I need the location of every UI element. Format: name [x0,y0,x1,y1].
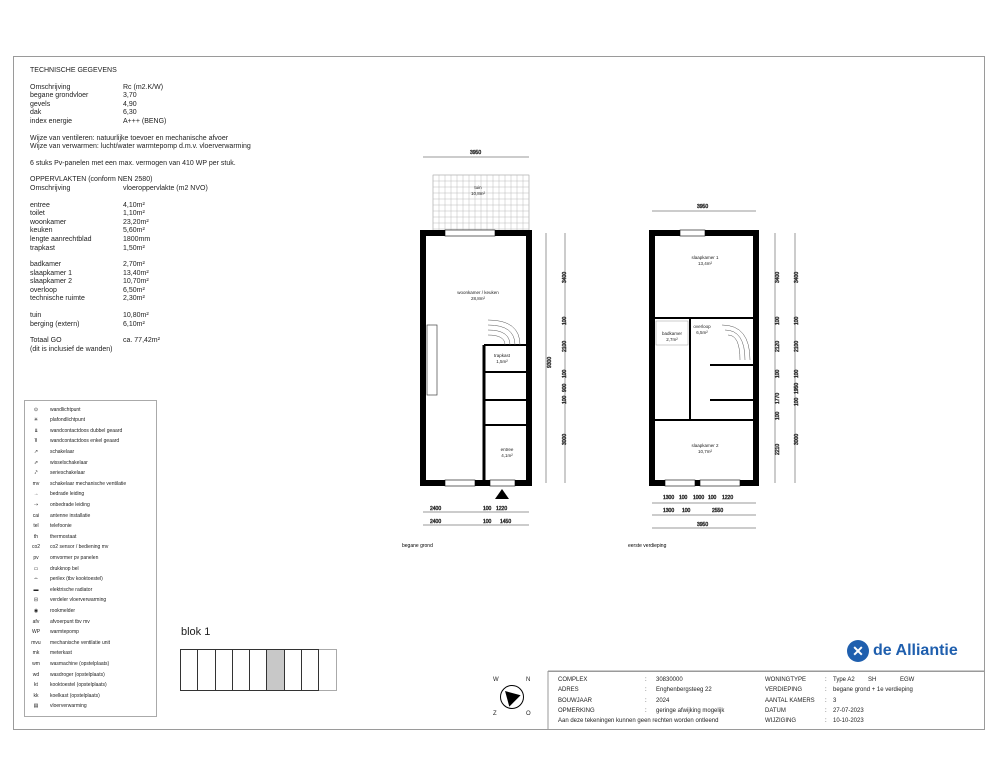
legend-item [25,437,119,446]
verdieping-label: VERDIEPING [765,687,803,693]
kamers-label: AANTAL KAMERS [765,698,815,704]
woningtype-egw: EGW [900,677,915,683]
legend-symbol-icon: ▬ [33,586,39,593]
room-slaapkamer1-area: 13,4m² [697,261,713,266]
first-side-dim2: 100 [794,369,800,378]
first-total-dim: 3950 [697,522,709,528]
first-side-dim: 100 [775,369,781,378]
blok-unit [180,649,198,691]
first-dim: 100 [682,508,691,514]
legend-label: bedrade leiding [50,491,85,498]
legend-label: onbedrade leiding [50,501,90,508]
legend-label: serieschakelaar [50,470,86,477]
disclaimer: Aan deze tekeningen kunnen geen rechten worden ontleend [558,718,719,724]
legend-label: koelkast (opstelplaats) [50,692,100,699]
legend-label: vloerverwarming [50,703,87,710]
legend-symbol-icon: ⊙ [33,406,39,413]
ground-total-dim: 9300 [547,356,553,368]
legend-symbol-icon: co2 [31,544,41,551]
legend-item [25,405,81,414]
brand-logo [847,640,958,662]
legend-label: co2 sensor / bediening mv [50,544,109,551]
legend-symbol-icon: ⫫ [34,427,38,434]
legend-label: kooktoestel (opstelplaats) [50,682,107,689]
room-badkamer: badkamer [661,331,683,336]
compass-n: N [526,677,531,683]
legend-label: rookmelder [50,607,76,614]
wijziging-label: WIJZIGING [765,718,796,724]
areas-title: OPPERVLAKTEN (conform NEN 2580) [30,176,153,184]
legend-label: meterkast [50,650,72,657]
legend-item [25,511,90,520]
legend-item [25,479,126,488]
blok-diagram [181,649,319,691]
alliantie-logo-icon: ✕ [847,640,869,662]
first-side-dim2: 1950 [794,382,800,394]
ground-side-dim: 3400 [562,271,568,283]
rc-row: gevels 4,90 [30,100,137,108]
compass-o: O [526,711,531,717]
legend-label: wasmachine (opstelplaats) [50,660,110,667]
room-woonkamer: woonkamer / keuken [457,290,499,295]
first-side-dim2: 3000 [794,433,800,445]
legend-item [25,702,87,711]
room-woonkamer-area: 28,8m² [470,296,486,301]
room-tuin: tuin [474,185,482,190]
legend-label: verdeler vloerverwarming [50,597,107,604]
ground-side-dim: 900 [562,383,568,392]
rc-row: dak 6,30 [30,109,137,117]
datum-value: 27-07-2023 [833,708,864,714]
first-dim: 100 [679,495,688,501]
area-row: technische ruimte 2,30m² [30,295,145,303]
legend-item [25,532,76,541]
compass-w: W [493,677,499,683]
ground-side-dim: 100 [562,395,568,404]
first-dim: 1220 [722,495,734,501]
area-row: lengte aanrechtblad 1800mm [30,235,151,243]
bouwjaar-label: BOUWJAAR [558,698,593,704]
legend-item [25,490,84,499]
legend-label: thermostaat [50,533,77,540]
legend-item [25,426,122,435]
room-slaapkamer2-area: 10,7m² [697,449,713,454]
legend-label: wandlichtpunt [50,406,81,413]
first-side-dim2: 100 [794,397,800,406]
blok-title: blok 1 [181,626,211,638]
legend-symbol-icon: ⩪ [33,576,39,583]
ground-side-dim: 3000 [562,433,568,445]
first-side-dim2: 2100 [794,340,800,352]
title-block: COMPLEX : 30830000 ADRES : Enghenbergsteeg 22 BOUWJAAR : 2024 OPMERKING : geringe afwijking mogelijk Aan deze tekeningen kunnen geen rechten worden ontleend WONINGTYPE : Type A2 SH EGW VERDIEPING : begane grond + 1e verdieping AANTAL KAMERS : 3 DATUM : 27-07-2023 WIJZIGING : 10-10-2023 [548,671,985,731]
room-trapkast: trapkast [493,353,511,358]
legend-label: afvoerpunt tbv mv [50,618,90,625]
blok-unit-selected [266,649,284,691]
legend-symbol-icon: ▭ [33,565,39,572]
legend-label: wasdroger (opstelplaats) [50,671,105,678]
first-side-dim: 100 [775,316,781,325]
ground-dim: 2400 [430,506,442,512]
symbol-legend [24,400,157,717]
legend-label: schakelaar [50,448,75,455]
datum-label: DATUM [765,708,786,714]
legend-item [25,649,72,658]
total-note: (dit is inclusief de wanden) [30,345,113,353]
legend-item [25,500,90,509]
adres-label: ADRES [558,687,579,693]
first-floor-label: eerste verdieping [628,543,667,549]
legend-label: schakelaar mechanische ventilatie [50,480,127,487]
legend-symbol-icon: wm [32,660,40,667]
room-overloop: overloop [693,324,711,329]
ground-dim: 1450 [500,519,512,525]
first-side-dim: 2210 [775,443,781,455]
legend-item [25,564,79,573]
legend-symbol-icon: mk [32,650,40,657]
area-row: woonkamer 23,20m² [30,218,149,226]
legend-symbol-icon: tel [33,523,39,530]
room-badkamer-area: 2,7m² [666,337,678,342]
legend-symbol-icon: ⇗ [33,459,39,466]
area-row: badkamer 2,70m² [30,261,145,269]
first-side-dim: 1770 [775,392,781,404]
area-row: berging (extern) 6,10m² [30,320,145,328]
opmerking-label: OPMERKING [558,708,595,714]
area-row: entree 4,10m² [30,201,145,209]
first-dim: 1300 [663,508,675,514]
ventilation-text: Wijze van ventileren: natuurlijke toevoer en mechanische afvoer [30,134,229,142]
legend-symbol-icon: ✳ [33,417,39,424]
legend-symbol-icon: th [33,533,39,540]
area-row: slaapkamer 2 10,70m² [30,278,149,286]
brand-name: de Alliantie [873,642,958,659]
rc-header: Omschrijving Rc (m2.K/W) [30,83,164,91]
legend-symbol-icon: kk [33,692,39,699]
legend-item [25,553,98,562]
legend-symbol-icon: ⫪ [34,438,38,445]
blok-unit [301,649,319,691]
blok-unit [215,649,233,691]
legend-item [25,469,85,478]
legend-label: warmtepomp [50,629,79,636]
first-dim: 1300 [663,495,675,501]
ground-dim: 100 [483,506,492,512]
compass [490,677,530,717]
legend-item [25,681,107,690]
legend-item [25,606,75,615]
blok-unit [284,649,302,691]
complex-label: COMPLEX [558,677,588,683]
legend-label: elektrische radiator [50,586,93,593]
first-side-dim2: 100 [794,316,800,325]
tech-title: TECHNISCHE GEGEVENS [30,67,117,74]
room-slaapkamer1: slaapkamer 1 [691,255,719,260]
ground-dim: 1220 [496,506,508,512]
ground-side-dim: 100 [562,316,568,325]
legend-symbol-icon: ▤ [33,703,39,710]
ground-top-dim: 3950 [470,150,482,156]
ground-dim: 100 [483,519,492,525]
ground-floor-label: begane grond [402,543,433,549]
legend-item [25,628,79,637]
first-dim: 1000 [693,495,705,501]
legend-item [25,458,88,467]
legend-label: telefoonie [50,523,72,530]
legend-symbol-icon: ⊟ [33,597,39,604]
blok-unit [197,649,215,691]
heating-text: Wijze van verwarmen: lucht/water warmtepomp d.m.v. vloerverwarming [30,143,251,151]
legend-label: drukknop bel [50,565,79,572]
room-tuin-area: 10,8m² [470,191,486,196]
blok-unit [249,649,267,691]
legend-symbol-icon: ◉ [33,607,39,614]
area-row: slaapkamer 1 13,40m² [30,269,149,277]
opmerking-value: geringe afwijking mogelijk [656,708,725,714]
legend-label: omvormer pv panelen [50,554,99,561]
ground-dim: 2400 [430,519,442,525]
legend-symbol-icon: ⤤ [34,470,38,477]
legend-symbol-icon: mvu [31,639,41,646]
legend-symbol-icon: → [33,491,39,498]
kamers-value: 3 [833,698,837,704]
legend-symbol-icon: cai [32,512,40,519]
legend-item [25,670,105,679]
first-side-dim: 3400 [775,271,781,283]
ground-side-dim: 100 [562,369,568,378]
legend-item [25,617,90,626]
pv-text: 6 stuks Pv-panelen met een max. vermogen van 410 WP per stuk. [30,159,236,167]
adres-value: Enghenbergsteeg 22 [656,687,712,693]
verdieping-value: begane grond + 1e verdieping [833,687,913,693]
area-row: keuken 5,60m² [30,227,145,235]
legend-symbol-icon: pv [33,554,39,561]
legend-label: mechanische ventilatie unit [50,639,111,646]
legend-symbol-icon: afv [32,618,40,625]
legend-label: wandcontactdoos enkel geaard [50,438,120,445]
legend-label: wisselschakelaar [50,459,88,466]
legend-symbol-icon: ↗ [33,448,39,455]
first-dim: 100 [708,495,717,501]
woningtype-value: Type A2 [833,677,855,683]
legend-symbol-icon: ⇢ [33,501,39,508]
legend-item [25,543,108,552]
bouwjaar-value: 2024 [656,698,670,704]
area-row: trapkast 1,50m² [30,244,145,252]
legend-item [25,416,85,425]
legend-label: wandcontactdoos dubbel geaard [50,427,123,434]
legend-item [25,522,72,531]
legend-item [25,691,100,700]
legend-item [25,638,110,647]
legend-symbol-icon: wd [32,671,40,678]
area-row: tuin 10,80m² [30,312,149,320]
woningtype-label: WONINGTYPE [765,677,807,683]
area-row: toilet 1,10m² [30,210,145,218]
complex-value: 30830000 [656,677,683,683]
legend-label: perilex (tbv kooktoestel) [50,576,103,583]
legend-symbol-icon: kt [34,682,38,689]
legend-symbol-icon: mv [32,480,40,487]
rc-row: index energie A+++ (BENG) [30,117,167,125]
room-entree: entree [500,447,514,452]
legend-symbol-icon: WP [31,629,41,636]
woningtype-sh: SH [868,677,877,683]
compass-z: Z [493,711,497,717]
room-entree-area: 4,1m² [501,453,513,458]
first-side-dim: 2120 [775,340,781,352]
total-row: Totaal GO ca. 77,42m² [30,337,160,345]
legend-label: plafondlichtpunt [50,417,86,424]
room-overloop-area: 6,5m² [696,330,708,335]
room-trapkast-area: 1,5m² [496,359,508,364]
ground-side-dim: 2100 [562,340,568,352]
legend-item [25,585,92,594]
rc-row: begane grondvloer 3,70 [30,92,137,100]
legend-label: antenne installatie [50,512,91,519]
legend-item [25,447,74,456]
areas-header: Omschrijving vloeroppervlakte (m2 NVO) [30,184,208,192]
legend-item [25,575,103,584]
blok-unit [232,649,250,691]
technical-data [30,67,251,354]
blok-tail [319,649,337,691]
first-side-dim2: 3400 [794,271,800,283]
first-top-dim: 3950 [697,204,709,210]
area-row: overloop 6,50m² [30,286,145,294]
room-slaapkamer2: slaapkamer 2 [691,443,719,448]
first-side-dim: 100 [775,411,781,420]
first-dim: 2550 [712,508,724,514]
legend-item [25,596,106,605]
legend-item [25,659,109,668]
wijziging-value: 10-10-2023 [833,718,864,724]
